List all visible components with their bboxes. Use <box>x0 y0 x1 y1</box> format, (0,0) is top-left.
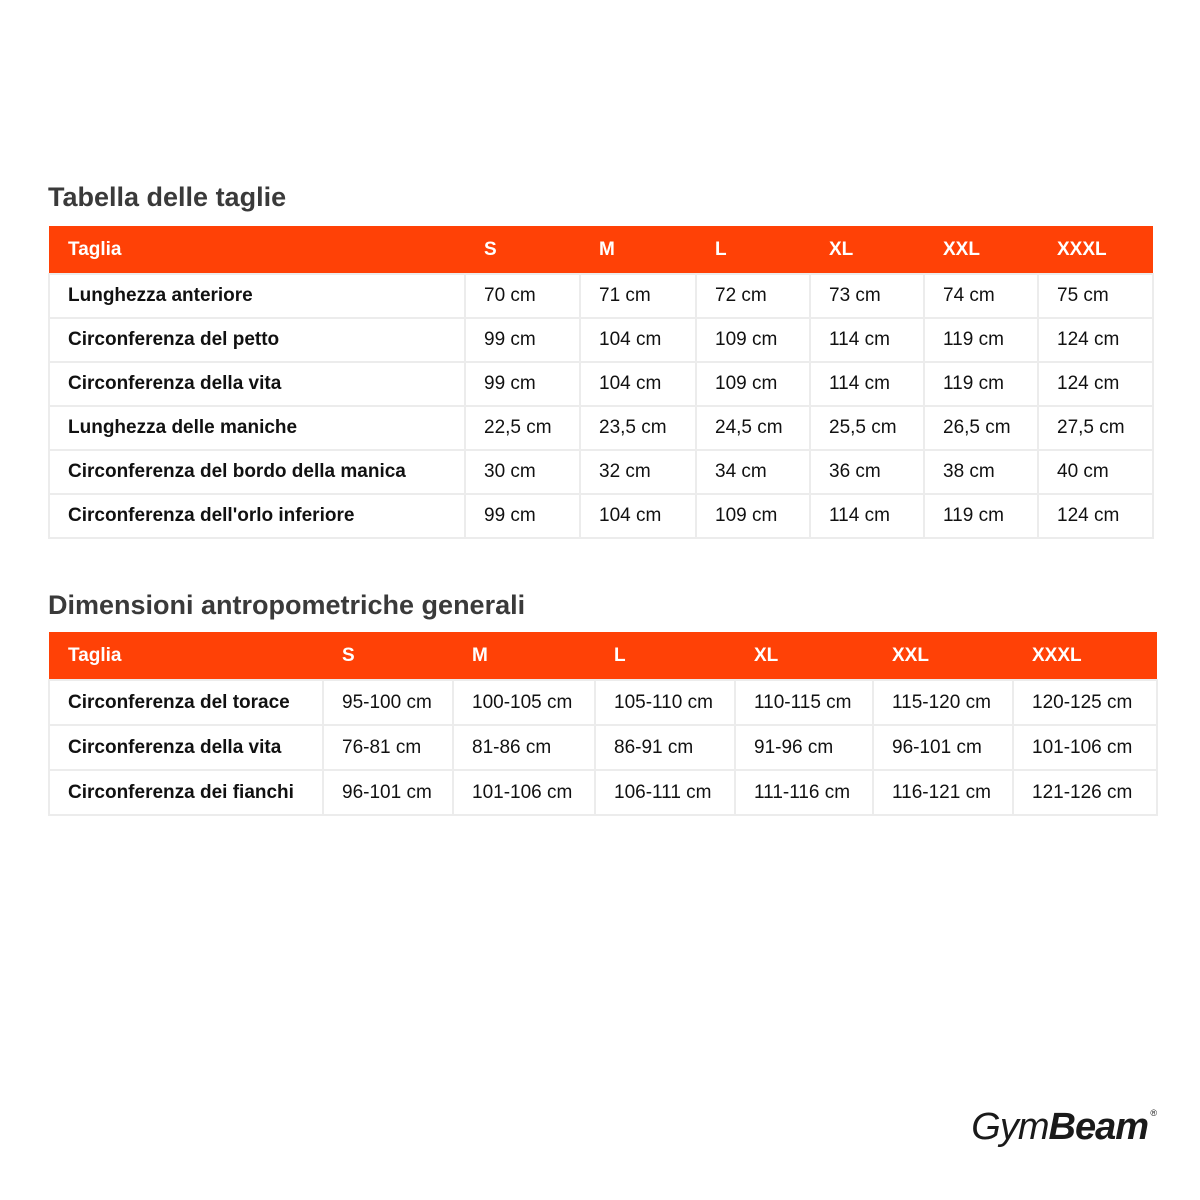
table-cell: 25,5 cm <box>810 406 924 450</box>
table-cell: 121-126 cm <box>1013 770 1157 815</box>
table-cell: 71 cm <box>580 274 696 318</box>
row-label: Lunghezza delle maniche <box>49 406 465 450</box>
table-cell: 76-81 cm <box>323 725 453 770</box>
table-header-row <box>49 226 1153 274</box>
row-label: Circonferenza del petto <box>49 318 465 362</box>
table-header-row <box>49 632 1157 680</box>
table-cell: 124 cm <box>1038 494 1153 538</box>
table-cell: 99 cm <box>465 494 580 538</box>
table-cell: 114 cm <box>810 494 924 538</box>
header-cell-m: M <box>453 632 595 680</box>
table-cell: 100-105 cm <box>453 680 595 725</box>
table-cell: 91-96 cm <box>735 725 873 770</box>
header-cell-size: Taglia <box>49 226 465 274</box>
table-row <box>49 362 1153 406</box>
header-cell-m: M <box>580 226 696 274</box>
table-row <box>49 450 1153 494</box>
table-cell: 86-91 cm <box>595 725 735 770</box>
table-cell: 110-115 cm <box>735 680 873 725</box>
table-cell: 30 cm <box>465 450 580 494</box>
size-table <box>48 226 1154 539</box>
table-cell: 81-86 cm <box>453 725 595 770</box>
table-cell: 27,5 cm <box>1038 406 1153 450</box>
table-cell: 116-121 cm <box>873 770 1013 815</box>
table-cell: 24,5 cm <box>696 406 810 450</box>
table-cell: 34 cm <box>696 450 810 494</box>
header-cell-xl: XL <box>735 632 873 680</box>
table-row <box>49 725 1157 770</box>
anthropometric-table <box>48 632 1158 816</box>
table-cell: 109 cm <box>696 362 810 406</box>
table-row <box>49 406 1153 450</box>
table-cell: 36 cm <box>810 450 924 494</box>
row-label: Circonferenza del bordo della manica <box>49 450 465 494</box>
header-cell-xxxl: XXXL <box>1038 226 1153 274</box>
table-cell: 38 cm <box>924 450 1038 494</box>
table-cell: 26,5 cm <box>924 406 1038 450</box>
table-cell: 72 cm <box>696 274 810 318</box>
table-cell: 104 cm <box>580 318 696 362</box>
logo-text-beam: Beam <box>1048 1106 1148 1148</box>
registered-mark: ® <box>1150 1108 1157 1118</box>
header-cell-xxl: XXL <box>873 632 1013 680</box>
row-label: Lunghezza anteriore <box>49 274 465 318</box>
row-label: Circonferenza dei fianchi <box>49 770 323 815</box>
table-cell: 119 cm <box>924 494 1038 538</box>
table-cell: 104 cm <box>580 362 696 406</box>
table-cell: 114 cm <box>810 362 924 406</box>
table-cell: 106-111 cm <box>595 770 735 815</box>
row-label: Circonferenza della vita <box>49 362 465 406</box>
table-cell: 124 cm <box>1038 318 1153 362</box>
logo-text-gym: Gym <box>971 1106 1049 1148</box>
table-cell: 119 cm <box>924 362 1038 406</box>
table-cell: 99 cm <box>465 318 580 362</box>
table-cell: 32 cm <box>580 450 696 494</box>
table-cell: 23,5 cm <box>580 406 696 450</box>
table-row <box>49 494 1153 538</box>
table-cell: 120-125 cm <box>1013 680 1157 725</box>
table-cell: 109 cm <box>696 318 810 362</box>
row-label: Circonferenza dell'orlo inferiore <box>49 494 465 538</box>
table-cell: 70 cm <box>465 274 580 318</box>
table-cell: 22,5 cm <box>465 406 580 450</box>
table-cell: 119 cm <box>924 318 1038 362</box>
size-table-title: Tabella delle taglie <box>48 182 287 212</box>
header-cell-xxxl: XXXL <box>1013 632 1157 680</box>
table-cell: 111-116 cm <box>735 770 873 815</box>
table-cell: 40 cm <box>1038 450 1153 494</box>
table-row <box>49 274 1153 318</box>
table-cell: 105-110 cm <box>595 680 735 725</box>
table-cell: 114 cm <box>810 318 924 362</box>
row-label: Circonferenza del torace <box>49 680 323 725</box>
anthropometric-table-title: Dimensioni antropometriche generali <box>48 590 526 620</box>
header-cell-xxl: XXL <box>924 226 1038 274</box>
header-cell-l: L <box>696 226 810 274</box>
table-cell: 73 cm <box>810 274 924 318</box>
table-cell: 115-120 cm <box>873 680 1013 725</box>
table-cell: 104 cm <box>580 494 696 538</box>
row-label: Circonferenza della vita <box>49 725 323 770</box>
table-cell: 101-106 cm <box>453 770 595 815</box>
table-cell: 109 cm <box>696 494 810 538</box>
table-cell: 75 cm <box>1038 274 1153 318</box>
table-row <box>49 318 1153 362</box>
table-cell: 96-101 cm <box>323 770 453 815</box>
table-cell: 96-101 cm <box>873 725 1013 770</box>
table-row <box>49 680 1157 725</box>
table-cell: 95-100 cm <box>323 680 453 725</box>
table-row <box>49 770 1157 815</box>
table-cell: 99 cm <box>465 362 580 406</box>
header-cell-s: S <box>323 632 453 680</box>
header-cell-l: L <box>595 632 735 680</box>
header-cell-xl: XL <box>810 226 924 274</box>
table-cell: 74 cm <box>924 274 1038 318</box>
header-cell-size: Taglia <box>49 632 323 680</box>
gymbeam-logo <box>971 1106 1157 1149</box>
table-cell: 101-106 cm <box>1013 725 1157 770</box>
header-cell-s: S <box>465 226 580 274</box>
table-cell: 124 cm <box>1038 362 1153 406</box>
